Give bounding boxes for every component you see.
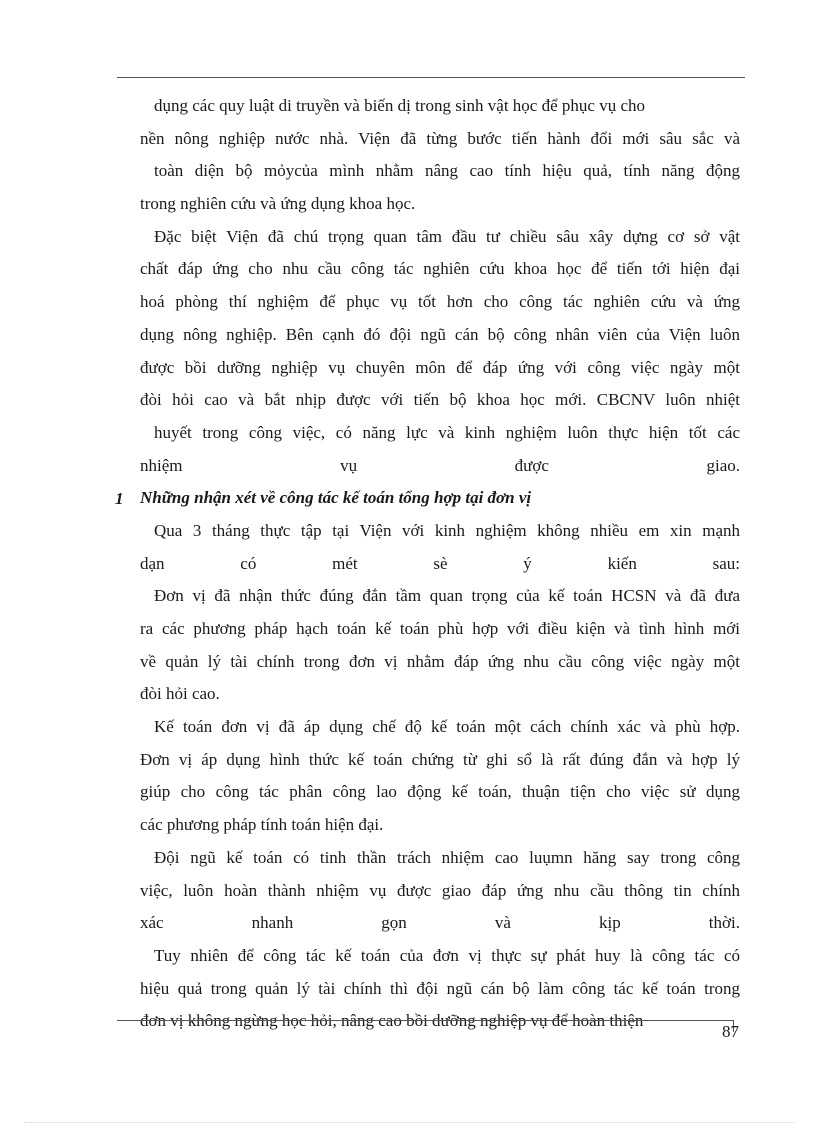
text-line: dụng các quy luật di truyền và biến dị trong sinh vật học để phục vụ cho	[154, 96, 645, 115]
section-number: 1	[115, 489, 124, 509]
text-line: Đội ngũ kế toán có tinh thần trách nhiệm cao luụmn hăng say trong công	[154, 847, 740, 867]
text-line: huyết trong công việc, có năng lực và kinh nghiệm luôn thực hiện tốt các	[154, 422, 740, 442]
text-line: về quản lý tài chính trong đơn vị nhằm đáp ứng nhu cầu công việc ngày một	[140, 651, 740, 671]
page-number: 87	[722, 1022, 739, 1041]
text-line: Đơn vị đã nhận thức đúng đắn tầm quan trọng của kế toán HCSN và đã đưa	[154, 586, 740, 606]
section-heading	[115, 482, 740, 515]
text-line: xác nhanh gọn và kịp thời.	[140, 913, 740, 933]
text-line: dụng nông nghiệp. Bên cạnh đó đội ngũ cán bộ công nhân viên của Viện luôn	[140, 324, 740, 344]
text-line: toàn diện bộ mỏycủa mình nhằm nâng cao tính hiệu quả, tính năng động	[154, 161, 740, 181]
text-line: nền nông nghiệp nước nhà. Viện đã từng bước tiến hành đổi mới sâu sắc và	[140, 128, 740, 148]
document-body	[115, 90, 740, 1038]
text-line: đòi hỏi cao và bắt nhịp được với tiến bộ khoa học mới. CBCNV luôn nhiệt	[140, 390, 740, 410]
text-line: ra các phương pháp hạch toán kế toán phù hợp với điều kiện và tình hình mới	[140, 619, 740, 638]
footer-rule	[117, 1020, 734, 1021]
text-line: hoá phòng thí nghiệm để phục vụ tốt hơn cho công tác nghiên cứu và ứng	[140, 292, 740, 312]
text-line: các phương pháp tính toán hiện đại.	[140, 815, 384, 835]
text-line: được bồi dưỡng nghiệp vụ chuyên môn để đáp ứng với công việc ngày một	[140, 357, 740, 377]
text-line: đơn vị không ngừng học hỏi, nâng cao bồi dưỡng nghiệp vụ để hoàn thiện	[140, 1011, 644, 1031]
section-title: Những nhận xét về công tác kế toán tổng hợp tại đơn vị	[140, 488, 532, 508]
text-line: hiệu quả trong quản lý tài chính thì đội ngũ cán bộ làm công tác kế toán trong	[140, 978, 740, 998]
text-line: dạn có mét sè ý kiến sau:	[140, 553, 740, 573]
header-rule	[117, 77, 745, 78]
text-line: chất đáp ứng cho nhu cầu công tác nghiên cứu khoa học để tiến tới hiện đại	[140, 259, 740, 279]
text-line: giúp cho công tác phân công lao động kế toán, thuận tiện cho việc sử dụng	[140, 782, 740, 802]
text-line: Tuy nhiên để công tác kế toán của đơn vị thực sự phát huy là công tác có	[154, 945, 740, 965]
text-line: Đặc biệt Viện đã chú trọng quan tâm đầu tư chiều sâu xây dựng cơ sở vật	[154, 226, 740, 246]
text-line: việc, luôn hoàn thành nhiệm vụ được giao đáp ứng nhu cầu thông tin chính	[140, 880, 740, 900]
text-line: nhiệm vụ được giao.	[140, 455, 740, 475]
text-line: đòi hỏi cao.	[140, 684, 220, 704]
text-line: Kế toán đơn vị đã áp dụng chế độ kế toán một cách chính xác và phù hợp.	[154, 717, 740, 737]
text-line: trong nghiên cứu và ứng dụng khoa học.	[140, 194, 416, 214]
text-line: Qua 3 tháng thực tập tại Viện với kinh nghiệm không nhiều em xin mạnh	[154, 520, 740, 540]
text-line: Đơn vị áp dụng hình thức kế toán chứng từ ghi sổ là rất đúng đắn và hợp lý	[140, 749, 740, 769]
